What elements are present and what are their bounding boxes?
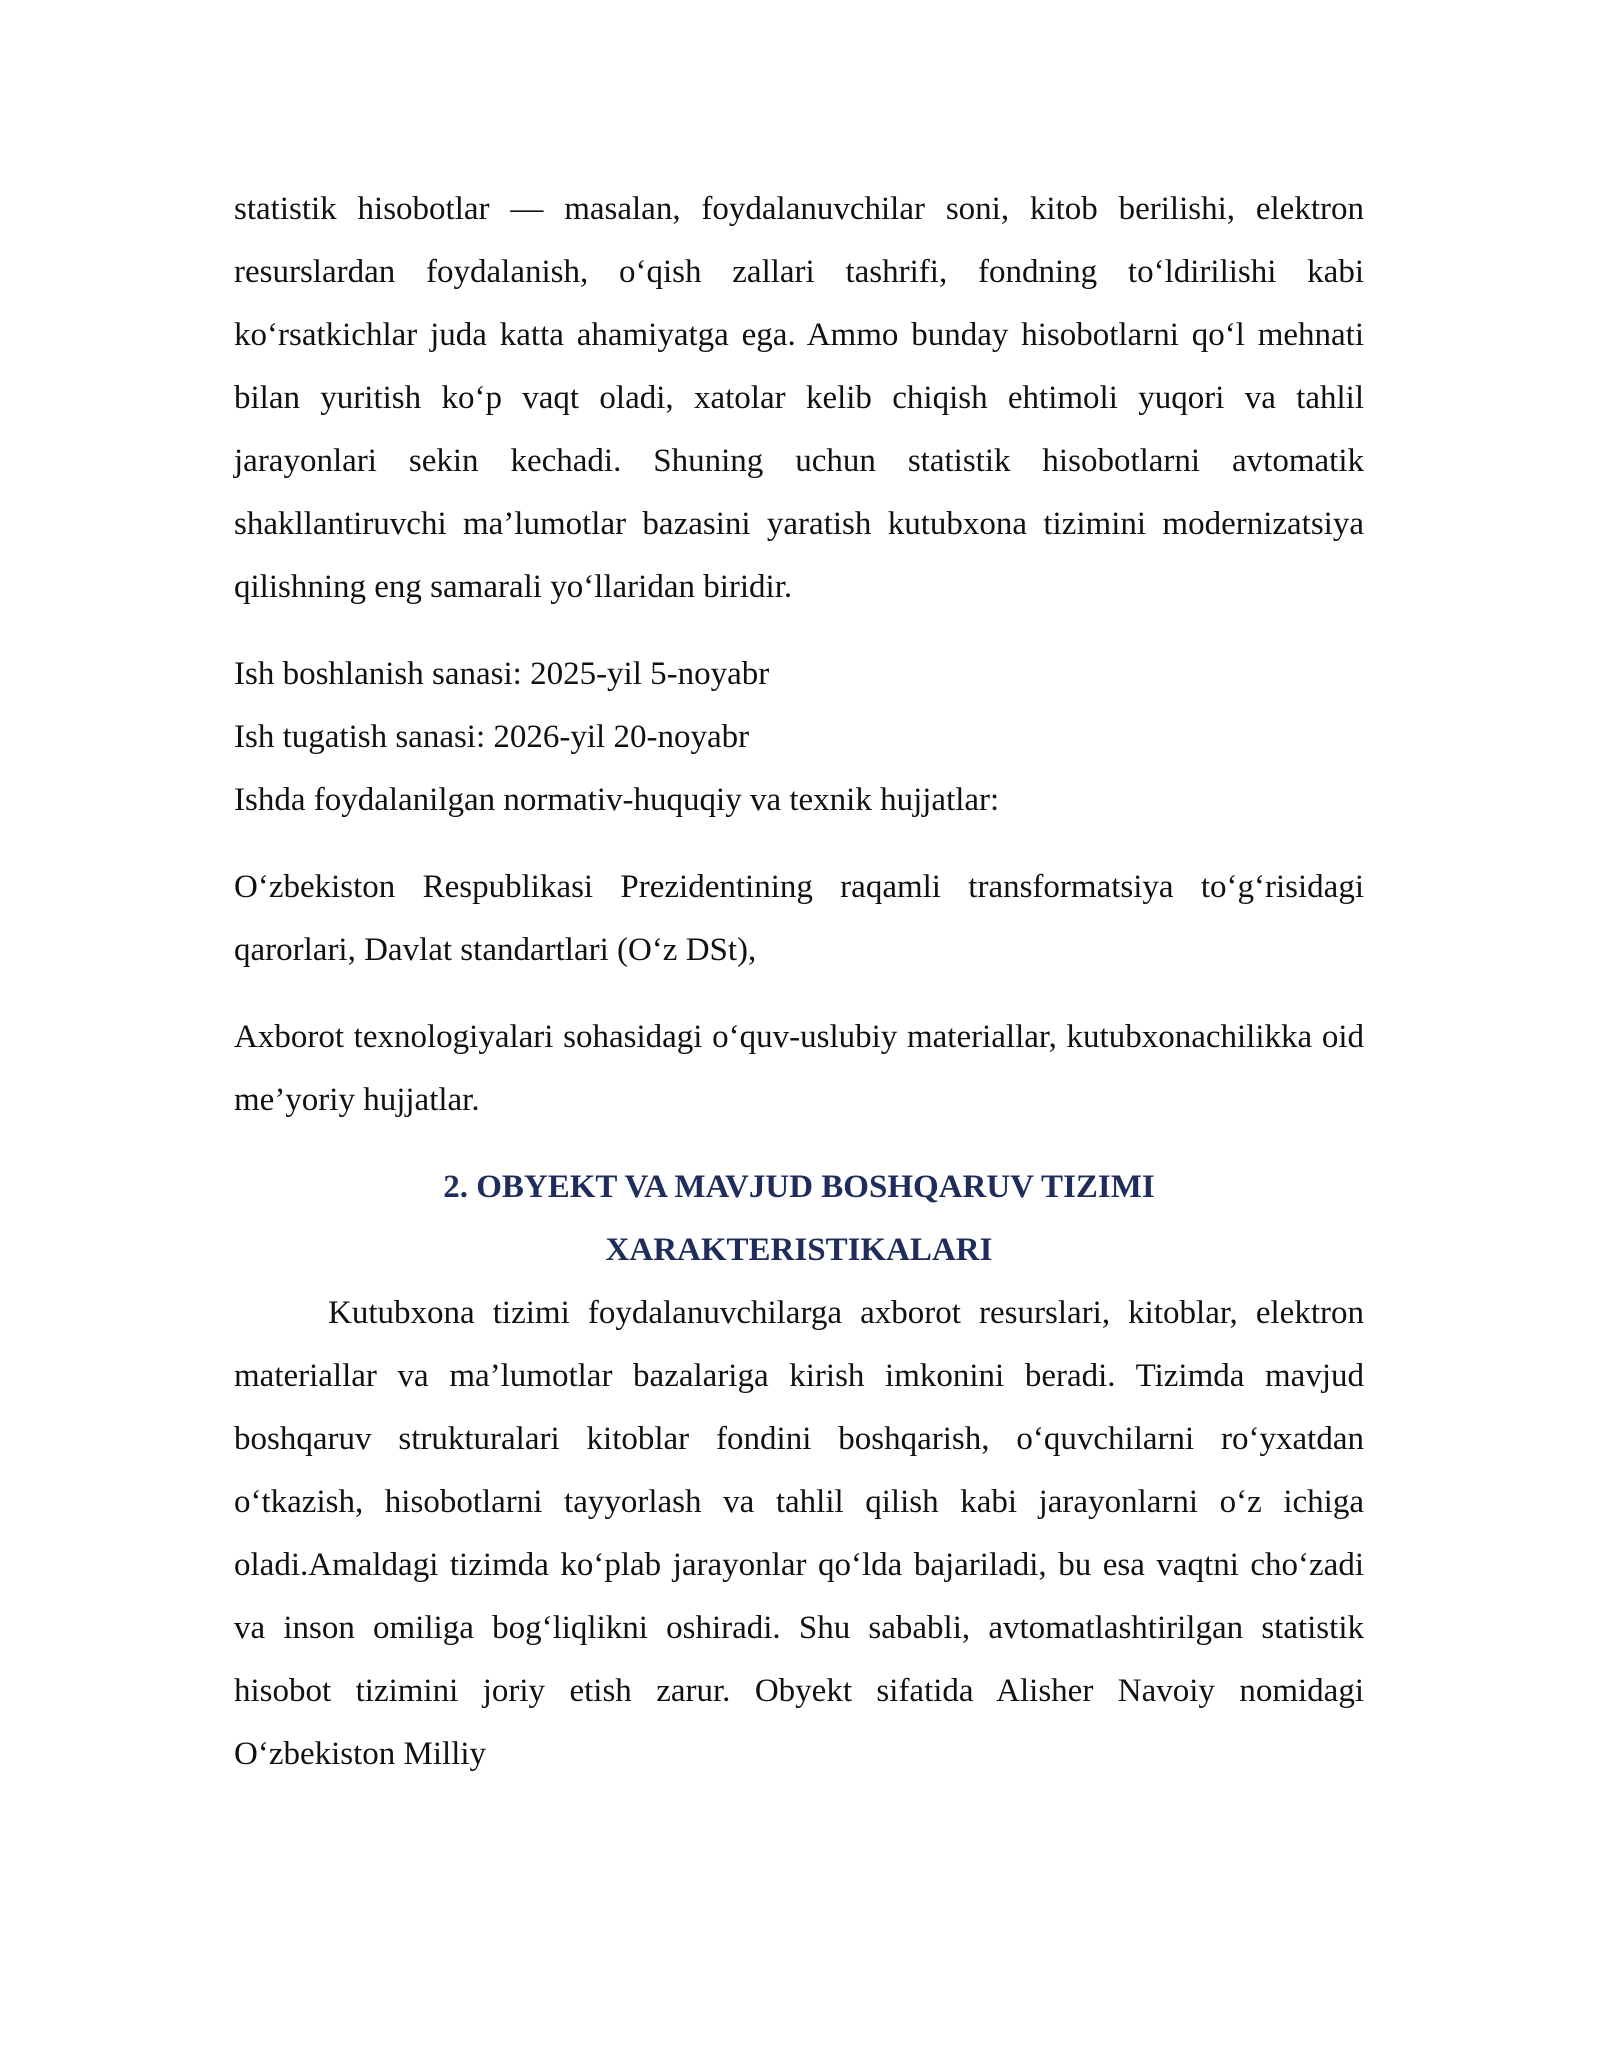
- section-heading-line-2: XARAKTERISTIKALARI: [605, 1232, 993, 1268]
- documents-item-2: Axborot texnologiyalari sohasidagi o‘quv-uslubiy materiallar, kutubxonachilikka oid me’yoriy hujjatlar.: [234, 1019, 1364, 1118]
- document-page: [234, 178, 1364, 1786]
- section-body: Kutubxona tizimi foydalanuvchilarga axborot resurslari, kitoblar, elektron materiallar va ma’lumotlar bazalariga kirish imkonini beradi. Tizimda mavjud boshqaruv strukturalari kitoblar fondini boshqarish, o‘quvchilarni ro‘yxatdan o‘tkazish, hisobotlarni tayyorlash va tahlil qilish kabi jarayonlarni o‘z ichiga oladi.Amaldagi tizimda ko‘plab jarayonlar qo‘lda bajariladi, bu esa vaqtni cho‘zadi va inson omiliga bog‘liqlikni oshiradi. Shu sababli, avtomatlashtirilgan statistik hisobot tizimini joriy etish zarur. Obyekt sifatida Alisher Navoiy nomidagi O‘zbekiston Milliy: [234, 1295, 1364, 1772]
- documents-item-1: O‘zbekiston Respublikasi Prezidentining raqamli transformatsiya to‘g‘risidagi qarorlari, Davlat standartlari (O‘z DSt),: [234, 869, 1364, 968]
- dates-block: [234, 643, 1364, 769]
- section-heading: [234, 1156, 1364, 1282]
- documents-label: Ishda foydalanilgan normativ-huquqiy va texnik hujjatlar:: [234, 782, 1000, 818]
- start-date: Ish boshlanish sanasi: 2025-yil 5-noyabr: [234, 656, 770, 692]
- end-date: Ish tugatish sanasi: 2026-yil 20-noyabr: [234, 719, 750, 755]
- section-heading-line-1: 2. OBYEKT VA MAVJUD BOSHQARUV TIZIMI: [443, 1169, 1155, 1205]
- intro-paragraph: statistik hisobotlar — masalan, foydalanuvchilar soni, kitob berilishi, elektron resurslardan foydalanish, o‘qish zallari tashrifi, fondning to‘ldirilishi kabi ko‘rsatkichlar juda katta ahamiyatga ega. Ammo bunday hisobotlarni qo‘l mehnati bilan yuritish ko‘p vaqt oladi, xatolar kelib chiqish ehtimoli yuqori va tahlil jarayonlari sekin kechadi. Shuning uchun statistik hisobotlarni avtomatik shakllantiruvchi ma’lumotlar bazasini yaratish kutubxona tizimini modernizatsiya qilishning eng samarali yo‘llaridan biridir.: [234, 191, 1364, 605]
